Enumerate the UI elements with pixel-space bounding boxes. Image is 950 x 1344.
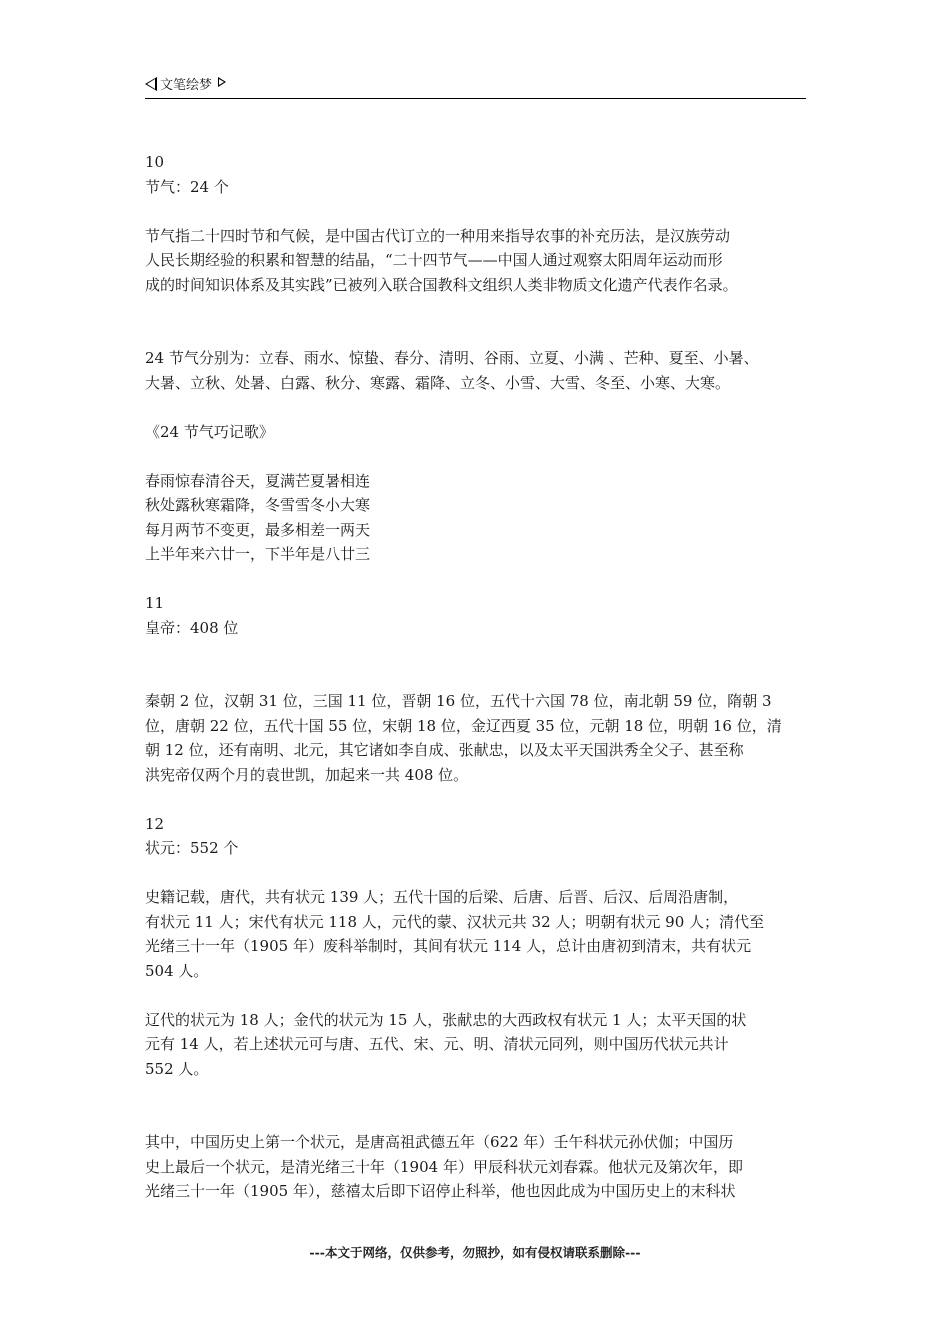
text-line: 节气：24 个 [145,177,229,196]
text-line: 光绪三十一年（1905 年），慈禧太后即下诏停止科举，他也因此成为中国历史上的末科状 [145,1182,736,1200]
text-line [145,444,810,469]
text-line [145,567,810,592]
text-line [145,861,810,886]
text-line [145,1106,810,1131]
text-line: 史上最后一个状元，是清光绪三十年（1904 年）甲辰科状元刘春霖。他状元及第次年，即 [145,1157,743,1176]
text-line: 12 [145,814,165,833]
text-line: 元有 14 人，若上述状元可与唐、五代、宋、元、明、清状元同列，则中国历代状元共计 [145,1035,729,1053]
text-line: 每月两节不变更，最多相差一两天 [145,520,371,539]
text-line: 状元：552 个 [145,839,239,857]
text-line: 人民长期经验的积累和智慧的结晶，“二十四节气——中国人通过观察太阳周年运动而形 [145,251,723,269]
text-line [145,640,810,665]
text-line: 有状元 11 人；宋代有状元 118 人，元代的蒙、汉状元共 32 人；明朝有状元 90 人；清代至 [145,912,765,931]
text-line: 24 节气分别为：立春、雨水、惊蛰、春分、清明、谷雨、立夏、小满 、芒种、夏至、小暑、 [145,349,759,367]
text-line [145,322,810,347]
text-line: 秦朝 2 位，汉朝 31 位，三国 11 位，晋朝 16 位，五代十六国 78 位，南北朝 59 位，隋朝 3 [145,692,772,710]
text-line: 《24 节气巧记歌》 [145,422,274,441]
text-line: 秋处露秋寒霜降，冬雪雪冬小大寒 [145,496,371,514]
text-line: 上半年来六廿一，下半年是八廿三 [145,545,371,563]
text-line: 朝 12 位，还有南明、北元，其它诸如李自成、张献忠，以及太平天国洪秀全父子、甚至称 [145,741,744,759]
text-line: 大暑、立秋、处暑、白露、秋分、寒露、霜降、立冬、小雪、大雪、冬至、小寒、大寒。 [145,373,731,392]
text-line: 春雨惊春清谷天，夏满芒夏暑相连 [145,471,371,490]
text-line: 皇帝：408 位 [145,618,239,637]
text-line [145,395,810,420]
text-line: 11 [145,594,165,612]
text-line [145,1081,810,1106]
text-line [145,665,810,690]
header-brand [145,74,226,93]
text-line: 成的时间知识体系及其实践”已被列入联合国教科文组织人类非物质文化遗产代表作名录。 [145,275,738,294]
page-header [145,74,806,99]
text-line: 552 人。 [145,1059,209,1078]
text-line: 光绪三十一年（1905 年）废科举制时，其间有状元 114 人，总计由唐初到清末，共有状元 [145,937,752,955]
text-line [145,297,810,322]
document-body [145,150,810,1204]
text-line [145,199,810,224]
text-line: 辽代的状元为 18 人；金代的状元为 15 人，张献忠的大西政权有状元 1 人；太平天国的状 [145,1010,747,1029]
text-line: 10 [145,153,165,171]
triangle-left-icon [145,77,157,91]
text-line: 位，唐朝 22 位，五代十国 55 位，宋朝 18 位，金辽西夏 35 位，元朝 18 位，明朝 16 位，清 [145,716,782,735]
text-line [145,787,810,812]
text-line: 洪宪帝仅两个月的袁世凯，加起来一共 408 位。 [145,765,469,784]
text-line: 节气指二十四时节和气候，是中国古代订立的一种用来指导农事的补充历法，是汉族劳动 [145,226,731,245]
text-line: 504 人。 [145,961,209,980]
text-line [145,983,810,1008]
brand-text: 文笔绘梦 [160,78,213,93]
triangle-right-icon [218,77,226,87]
page-footer: ---本文于网络，仅供参考，勿照抄，如有侵权请联系删除--- [309,1245,641,1260]
text-line: 其中，中国历史上第一个状元，是唐高祖武德五年（622 年）壬午科状元孙伏伽；中国历 [145,1133,734,1151]
text-line: 史籍记载，唐代，共有状元 139 人；五代十国的后梁、后唐、后晋、后汉、后周沿唐制， [145,888,739,906]
